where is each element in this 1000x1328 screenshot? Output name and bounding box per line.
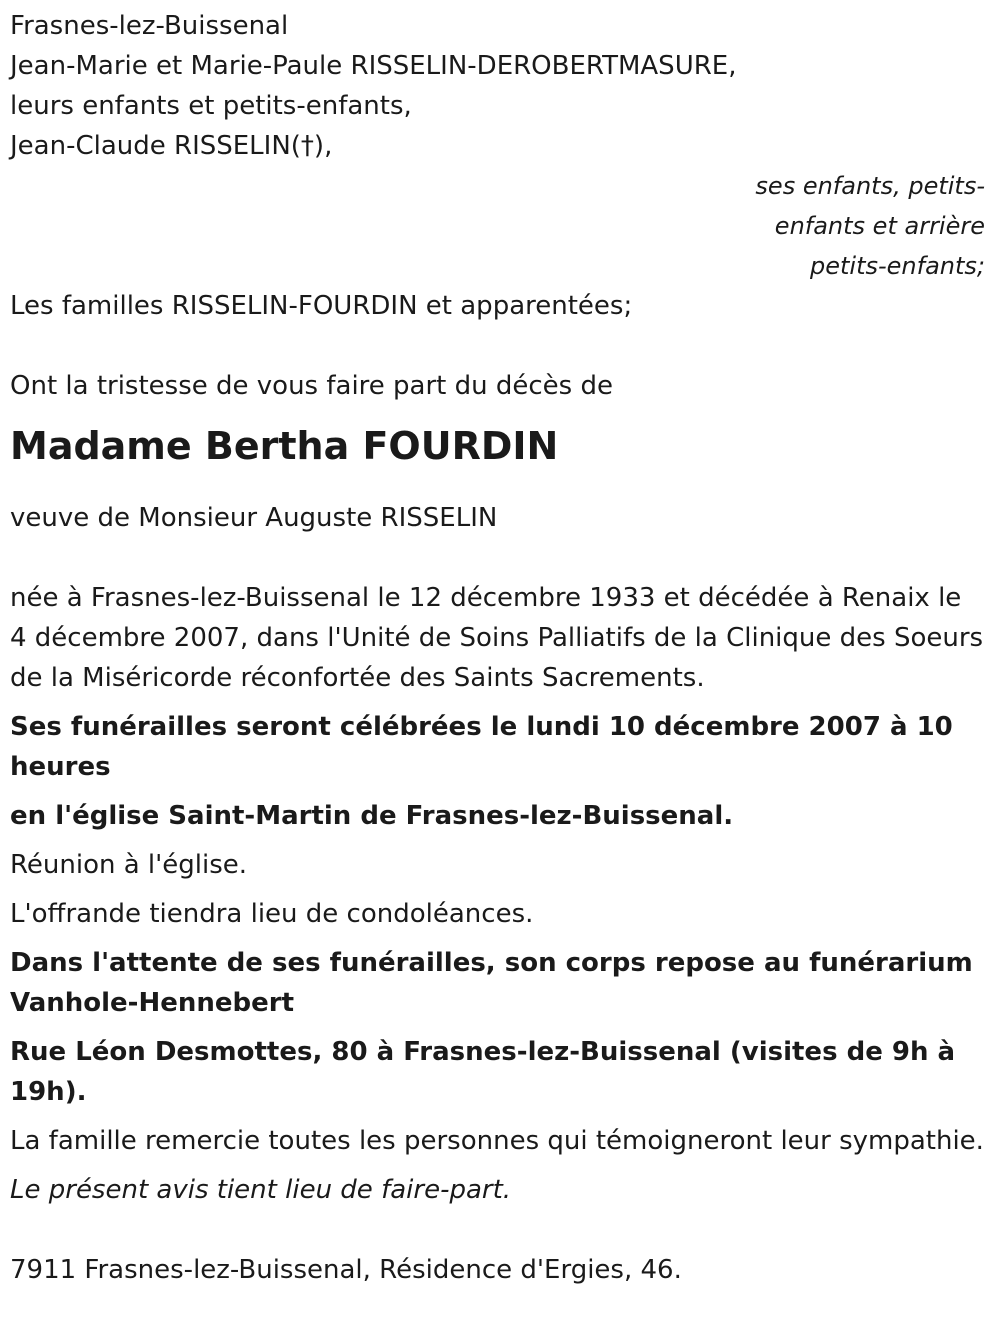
- funeral-date: Ses funérailles seront célébrées le lundi 10 décembre 2007 à 10 heures: [10, 712, 953, 782]
- header-line-location: Frasnes-lez-Buissenal: [10, 11, 289, 41]
- offering-line: L'offrande tiendra lieu de condoléances.: [10, 899, 534, 929]
- descendants-line-2: enfants et arrière: [774, 212, 985, 240]
- funeral-place: en l'église Saint-Martin de Frasnes-lez-Buissenal.: [10, 801, 734, 831]
- header-block: [10, 6, 985, 166]
- descendants-block: [10, 166, 985, 286]
- birth-death-paragraph: née à Frasnes-lez-Buissenal le 12 décembre 1933 et décédée à Renaix le 4 décembre 2007, dans l'Unité de Soins Palliatifs de la Clinique des Soeurs de la Miséricorde réconfortée des Saints Sacrements.: [10, 583, 984, 693]
- header-line-grandchildren: leurs enfants et petits-enfants,: [10, 91, 412, 121]
- announce-line: Ont la tristesse de vous faire part du décès de: [10, 371, 613, 401]
- reunion-line: Réunion à l'église.: [10, 850, 248, 880]
- deceased-name: Madame Bertha FOURDIN: [10, 424, 559, 468]
- descendants-line-1: ses enfants, petits-: [755, 172, 985, 200]
- widow-line: veuve de Monsieur Auguste RISSELIN: [10, 503, 498, 533]
- rest-place: Dans l'attente de ses funérailles, son corps repose au funérarium Vanhole-Hennebert: [10, 948, 973, 1018]
- rest-address: Rue Léon Desmottes, 80 à Frasnes-lez-Buissenal (visites de 9h à 19h).: [10, 1037, 956, 1107]
- notice-line: Le présent avis tient lieu de faire-part.: [10, 1175, 512, 1205]
- header-line-son: Jean-Claude RISSELIN(†),: [10, 131, 333, 161]
- address-line: 7911 Frasnes-lez-Buissenal, Résidence d'Ergies, 46.: [10, 1255, 682, 1285]
- header-line-children: Jean-Marie et Marie-Paule RISSELIN-DEROBERTMASURE,: [10, 51, 737, 81]
- obituary-notice: [10, 6, 985, 1290]
- families-line: Les familles RISSELIN-FOURDIN et apparentées;: [10, 291, 633, 321]
- thanks-paragraph: La famille remercie toutes les personnes qui témoigneront leur sympathie.: [10, 1126, 984, 1156]
- descendants-line-3: petits-enfants;: [810, 252, 985, 280]
